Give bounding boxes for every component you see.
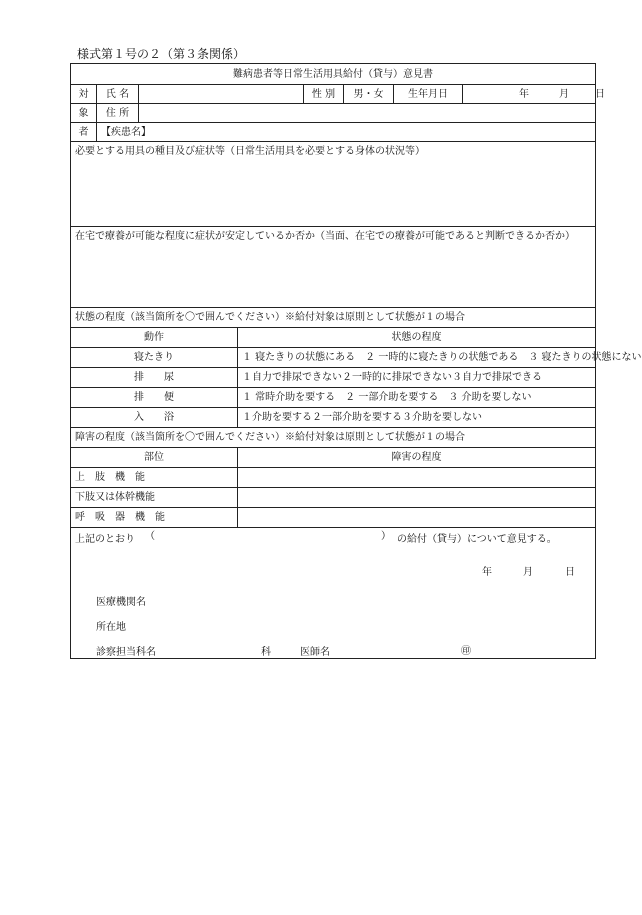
department-label: 診察担当科名 [96,647,156,658]
condition-degree-defecation[interactable]: １ 常時介助を要する ２ 一部介助を要する ３ 介助を要しない [238,388,596,408]
seal-mark: ㊞ [461,646,471,657]
condition-action-urination: 排 尿 [71,368,238,388]
institution-label: 医療機関名 [96,597,146,608]
equipment-needed-label: 必要とする用具の種目及び症状等（日常生活用具を必要とする身体の状況等） [75,146,425,157]
condition-action-bedridden: 寝たきり [71,348,238,368]
condition-degree-bathing[interactable]: １介助を要する２一部介助を要する３介助を要しない [238,408,596,428]
condition-col-action: 動作 [71,328,238,348]
opinion-year: 年 [482,567,492,578]
home-care-label: 在宅で療養が可能な程度に症状が安定しているか否か（当面、在宅での療養が可能であると判断できるか否か） [75,231,575,242]
opinion-day: 日 [565,567,575,578]
dob-field[interactable] [463,85,605,104]
dob-month: 月 [559,88,569,100]
disability-col-degree: 障害の程度 [238,448,596,468]
disease-field[interactable] [97,123,596,142]
opinion-signature-block [71,528,596,659]
condition-degree-urination[interactable]: １自力で排尿できない２一時的に排尿できない３自力で排尿できる [238,368,596,388]
home-care-field[interactable] [71,227,596,308]
disease-label: 【疾患名】 [101,126,151,138]
disability-col-part: 部位 [71,448,238,468]
dob-day: 日 [595,88,605,100]
close-paren: ） [381,531,391,542]
department-ka: 科 [261,647,271,658]
disability-part-respiratory: 呼 吸 器 機 能 [71,508,238,528]
disability-degree-respiratory[interactable] [238,508,596,528]
condition-action-defecation: 排 便 [71,388,238,408]
subject-label-2: 象 [71,104,97,123]
sex-choice[interactable]: 男・女 [344,85,394,104]
disability-degree-lower-limb[interactable] [238,488,596,508]
disability-part-upper-limb: 上 肢 機 能 [71,468,238,488]
open-paren: （ [145,531,155,542]
doctor-label: 医師名 [300,647,330,658]
dob-label: 生年月日 [394,85,463,104]
opinion-prefix: 上記のとおり [75,534,135,545]
equipment-needed-field[interactable] [71,142,596,227]
form-title: 難病患者等日常生活用具給付（貸与）意見書 [71,64,596,85]
disability-degree-upper-limb[interactable] [238,468,596,488]
condition-col-degree: 状態の程度 [238,328,596,348]
address-field[interactable] [139,104,596,123]
subject-label-3: 者 [71,123,97,142]
condition-degree-bedridden[interactable]: １ 寝たきりの状態にある ２ 一時的に寝たきりの状態である ３ 寝たきりの状態にない [238,348,596,368]
disability-part-lower-limb: 下肢又は体幹機能 [71,488,238,508]
subject-label-1: 対 [71,85,97,104]
sex-label: 性 別 [304,85,344,104]
condition-action-bathing: 入 浴 [71,408,238,428]
condition-heading: 状態の程度（該当箇所を〇で囲んでください）※給付対象は原則として状態が１の場合 [71,308,596,328]
address-label: 住 所 [97,104,139,123]
form-number-label: 様式第１号の２（第３条関係） [77,47,246,61]
disability-heading: 障害の程度（該当箇所を〇で囲んでください）※給付対象は原則として状態が１の場合 [71,428,596,448]
opinion-form-table [70,63,642,659]
equipment-name-field[interactable] [159,532,379,548]
opinion-month: 月 [523,567,533,578]
name-label: 氏 名 [97,85,139,104]
name-field[interactable] [139,85,304,104]
opinion-suffix: の給付（貸与）について意見する。 [397,534,557,545]
dob-year: 年 [519,88,529,100]
location-label: 所在地 [96,622,126,633]
